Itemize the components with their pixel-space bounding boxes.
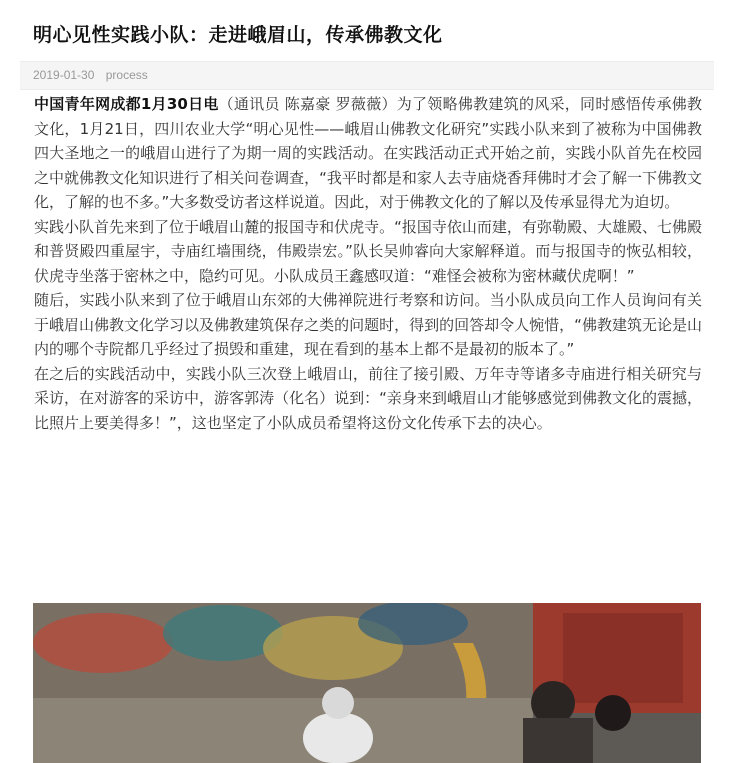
article-paragraph-1: [34, 92, 702, 215]
category-tag[interactable]: process: [105, 68, 148, 82]
publish-date: 2019-01-30: [33, 68, 95, 82]
article-title: 明心见性实践小队：走进峨眉山，传承佛教文化: [33, 24, 443, 46]
article-meta-bar: [20, 61, 714, 90]
temple-photo-illustration: [33, 603, 701, 763]
article-paragraph-4: 在之后的实践活动中，实践小队三次登上峨眉山，前往了接引殿、万年寺等诸多寺庙进行相关研究与采访，在对游客的采访中，游客郭涛（化名）说到：“亲身来到峨眉山才能够感觉到佛教文化的震撼，比照片上要美得多！”，这也坚定了小队成员希望将这份文化传承下去的决心。: [34, 364, 702, 432]
article-photo: [33, 603, 701, 763]
paragraph-text: （通讯员 陈嘉豪 罗薇薇）为了领略佛教建筑的风采，同时感悟传承佛教文化，1月21日，四川农业大学“明心见性——峨眉山佛教文化研究”实践小队来到了被称为中国佛教四大圣地之一的峨眉山进行了为期一周的实践活动。在实践活动正式开始之前，实践小队首先在校园之中就佛教文化知识进行了相关问卷调查，“我平时都是和家人去寺庙烧香拜佛时才会了解一下佛教文化，了解的也不多。”大多数受访者这样说道。因此，对于佛教文化的了解以及传承显得尤为迫切。: [34, 95, 702, 211]
article-paragraph-3: 随后，实践小队来到了位于峨眉山东郊的大佛禅院进行考察和访问。当小队成员向工作人员询问有关于峨眉山佛教文化学习以及佛教建筑保存之类的问题时，得到的回答却令人惋惜，“佛教建筑无论是山内的哪个寺院都几乎经过了损毁和重建，现在看到的基本上都不是最初的版本了。”: [34, 291, 702, 358]
article-paragraph-2: 实践小队首先来到了位于峨眉山麓的报国寺和伏虎寺。“报国寺依山而建，有弥勒殿、大雄殿、七佛殿和普贤殿四重屋宇，寺庙红墙围绕，伟殿崇宏。”队长吴帅睿向大家解释道。而与报国寺的恢弘相较，伏虎寺坐落于密林之中，隐约可见。小队成员王鑫感叹道：“难怪会被称为密林藏伏虎啊！”: [34, 217, 702, 285]
article-meta: [33, 68, 148, 82]
article-body: [34, 92, 702, 435]
dateline: 中国青年网成都1月30日电: [34, 95, 219, 113]
